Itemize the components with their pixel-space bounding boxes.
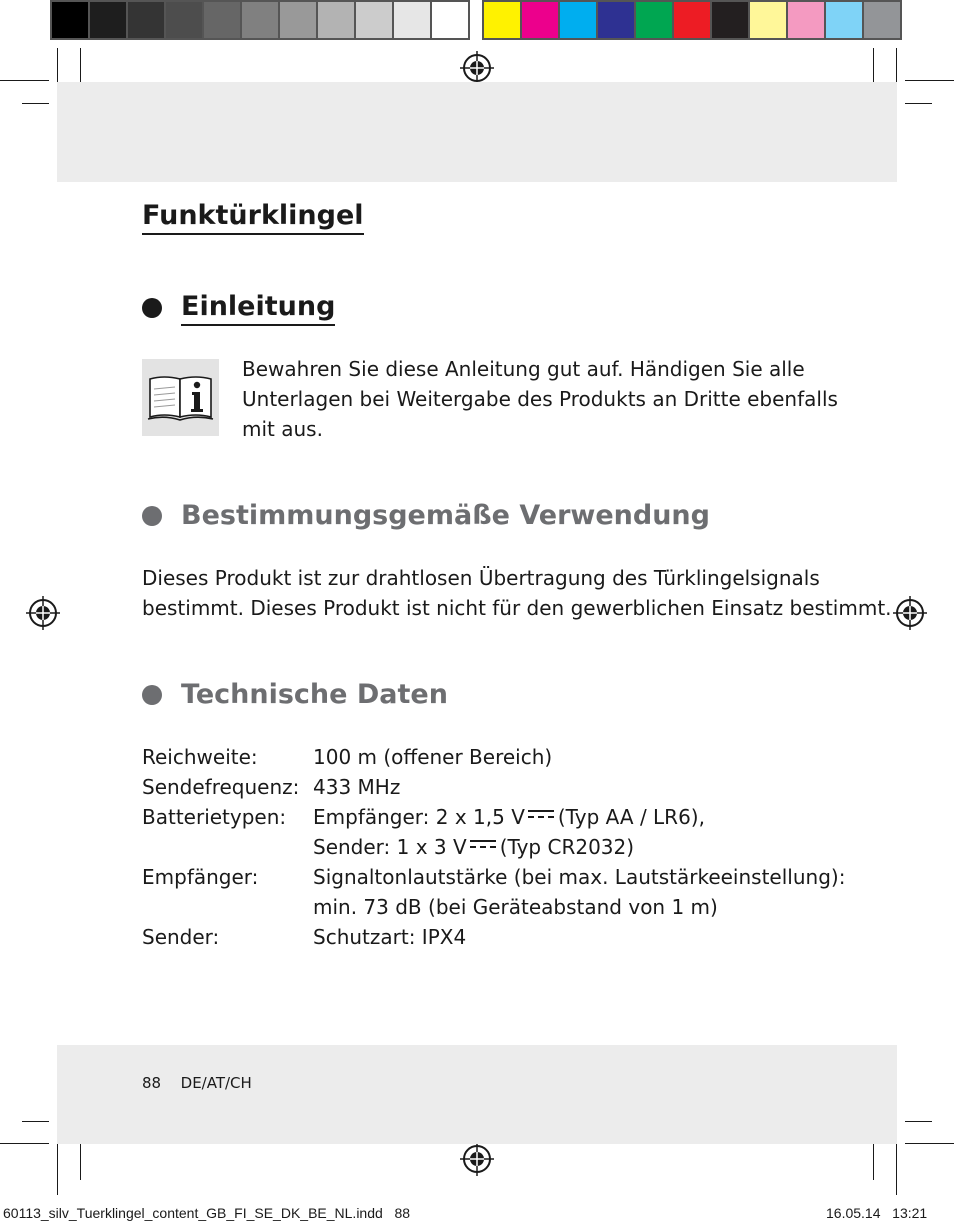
color-swatch xyxy=(128,2,164,38)
crop-mark xyxy=(873,1140,874,1180)
crop-mark xyxy=(896,1143,897,1195)
table-row xyxy=(142,802,845,832)
text-line: mit aus. xyxy=(242,417,323,441)
usage-paragraph xyxy=(142,563,892,623)
color-swatch xyxy=(166,2,202,38)
dc-symbol-icon xyxy=(470,840,496,850)
color-swatch xyxy=(750,2,786,38)
row-value: Schutzart: IPX4 xyxy=(313,925,467,949)
section-heading-intro xyxy=(142,290,335,326)
color-swatch xyxy=(432,2,468,38)
section-heading-usage xyxy=(142,499,710,533)
row-label: Reichweite: xyxy=(142,745,258,769)
registration-mark-icon xyxy=(26,596,60,630)
color-swatch xyxy=(242,2,278,38)
section-heading-tech xyxy=(142,678,448,712)
text-line: Dieses Produkt ist zur drahtlosen Übertragung des Türklingelsignals xyxy=(142,566,820,590)
color-swatch xyxy=(522,2,558,38)
row-value xyxy=(313,832,634,862)
color-swatch xyxy=(712,2,748,38)
crop-mark xyxy=(0,1143,49,1144)
color-swatch xyxy=(318,2,354,38)
registration-mark-icon xyxy=(460,1142,494,1176)
crop-mark xyxy=(0,80,49,81)
crop-mark xyxy=(905,80,954,81)
color-swatch xyxy=(560,2,596,38)
row-label xyxy=(142,892,313,922)
color-swatch xyxy=(598,2,634,38)
registration-mark-icon xyxy=(460,51,494,85)
value-text: (Typ CR2032) xyxy=(499,835,635,859)
color-swatch xyxy=(864,2,900,38)
value-text: Empfänger: 2 x 1,5 V xyxy=(313,805,525,829)
bullet-icon xyxy=(142,506,162,526)
slug-filename: 60113_silv_Tuerklingel_content_GB_FI_SE_DK_BE_NL.indd 88 xyxy=(3,1205,411,1221)
value-text: Sender: 1 x 3 V xyxy=(313,835,467,859)
color-swatch xyxy=(826,2,862,38)
color-scale-bar xyxy=(482,0,902,40)
color-swatch xyxy=(394,2,430,38)
section-title: Technische Daten xyxy=(181,679,448,710)
row-value: 100 m (offener Bereich) xyxy=(313,745,553,769)
color-swatch xyxy=(52,2,88,38)
row-label: Sendefrequenz: xyxy=(142,775,300,799)
dc-symbol-icon xyxy=(528,810,554,820)
crop-mark xyxy=(905,1143,954,1144)
footer-band xyxy=(57,1045,897,1144)
crop-mark xyxy=(22,103,49,104)
row-value: min. 73 dB (bei Geräteabstand von 1 m) xyxy=(313,895,718,919)
color-swatch xyxy=(204,2,240,38)
bullet-icon xyxy=(142,685,162,705)
crop-mark xyxy=(22,1121,49,1122)
crop-mark xyxy=(57,1143,58,1195)
intro-paragraph xyxy=(242,354,838,444)
text-line: bestimmt. Dieses Produkt ist nicht für den gewerblichen Einsatz bestimmt. xyxy=(142,596,892,620)
table-row xyxy=(142,892,845,922)
row-label xyxy=(142,832,313,862)
color-swatch xyxy=(90,2,126,38)
color-swatch xyxy=(356,2,392,38)
text-line: Bewahren Sie diese Anleitung gut auf. Händigen Sie alle xyxy=(242,357,805,381)
color-swatch xyxy=(484,2,520,38)
page-number: 88 xyxy=(142,1074,162,1092)
page-footer xyxy=(142,1074,252,1092)
gray-scale-bar xyxy=(50,0,470,40)
slug-date: 16.05.14 13:21 xyxy=(826,1205,928,1221)
table-row xyxy=(142,832,845,862)
tech-data-table xyxy=(142,742,845,952)
row-value xyxy=(313,802,705,832)
bullet-icon xyxy=(142,298,162,318)
locale-label: DE/AT/CH xyxy=(180,1074,252,1092)
value-text: (Typ AA / LR6), xyxy=(557,805,705,829)
registration-mark-icon xyxy=(893,596,927,630)
document-title: Funktürklingel xyxy=(142,199,364,235)
table-row xyxy=(142,742,845,772)
color-swatch xyxy=(636,2,672,38)
color-swatch xyxy=(674,2,710,38)
table-row xyxy=(142,862,845,892)
row-value: Signaltonlautstärke (bei max. Lautstärkeeinstellung): xyxy=(313,865,846,889)
row-label: Batterietypen: xyxy=(142,805,287,829)
row-label: Empfänger: xyxy=(142,865,259,889)
color-swatch xyxy=(280,2,316,38)
color-swatch xyxy=(788,2,824,38)
crop-mark xyxy=(905,1121,932,1122)
info-book-icon xyxy=(142,359,219,436)
table-row xyxy=(142,922,845,952)
crop-mark xyxy=(80,1140,81,1180)
row-label: Sender: xyxy=(142,925,220,949)
text-line: Unterlagen bei Weitergabe des Produkts an Dritte ebenfalls xyxy=(242,387,838,411)
crop-mark xyxy=(905,103,932,104)
section-title: Einleitung xyxy=(181,290,335,326)
section-title: Bestimmungsgemäße Verwendung xyxy=(181,500,710,531)
table-row xyxy=(142,772,845,802)
row-value: 433 MHz xyxy=(313,775,401,799)
header-band xyxy=(57,82,897,182)
